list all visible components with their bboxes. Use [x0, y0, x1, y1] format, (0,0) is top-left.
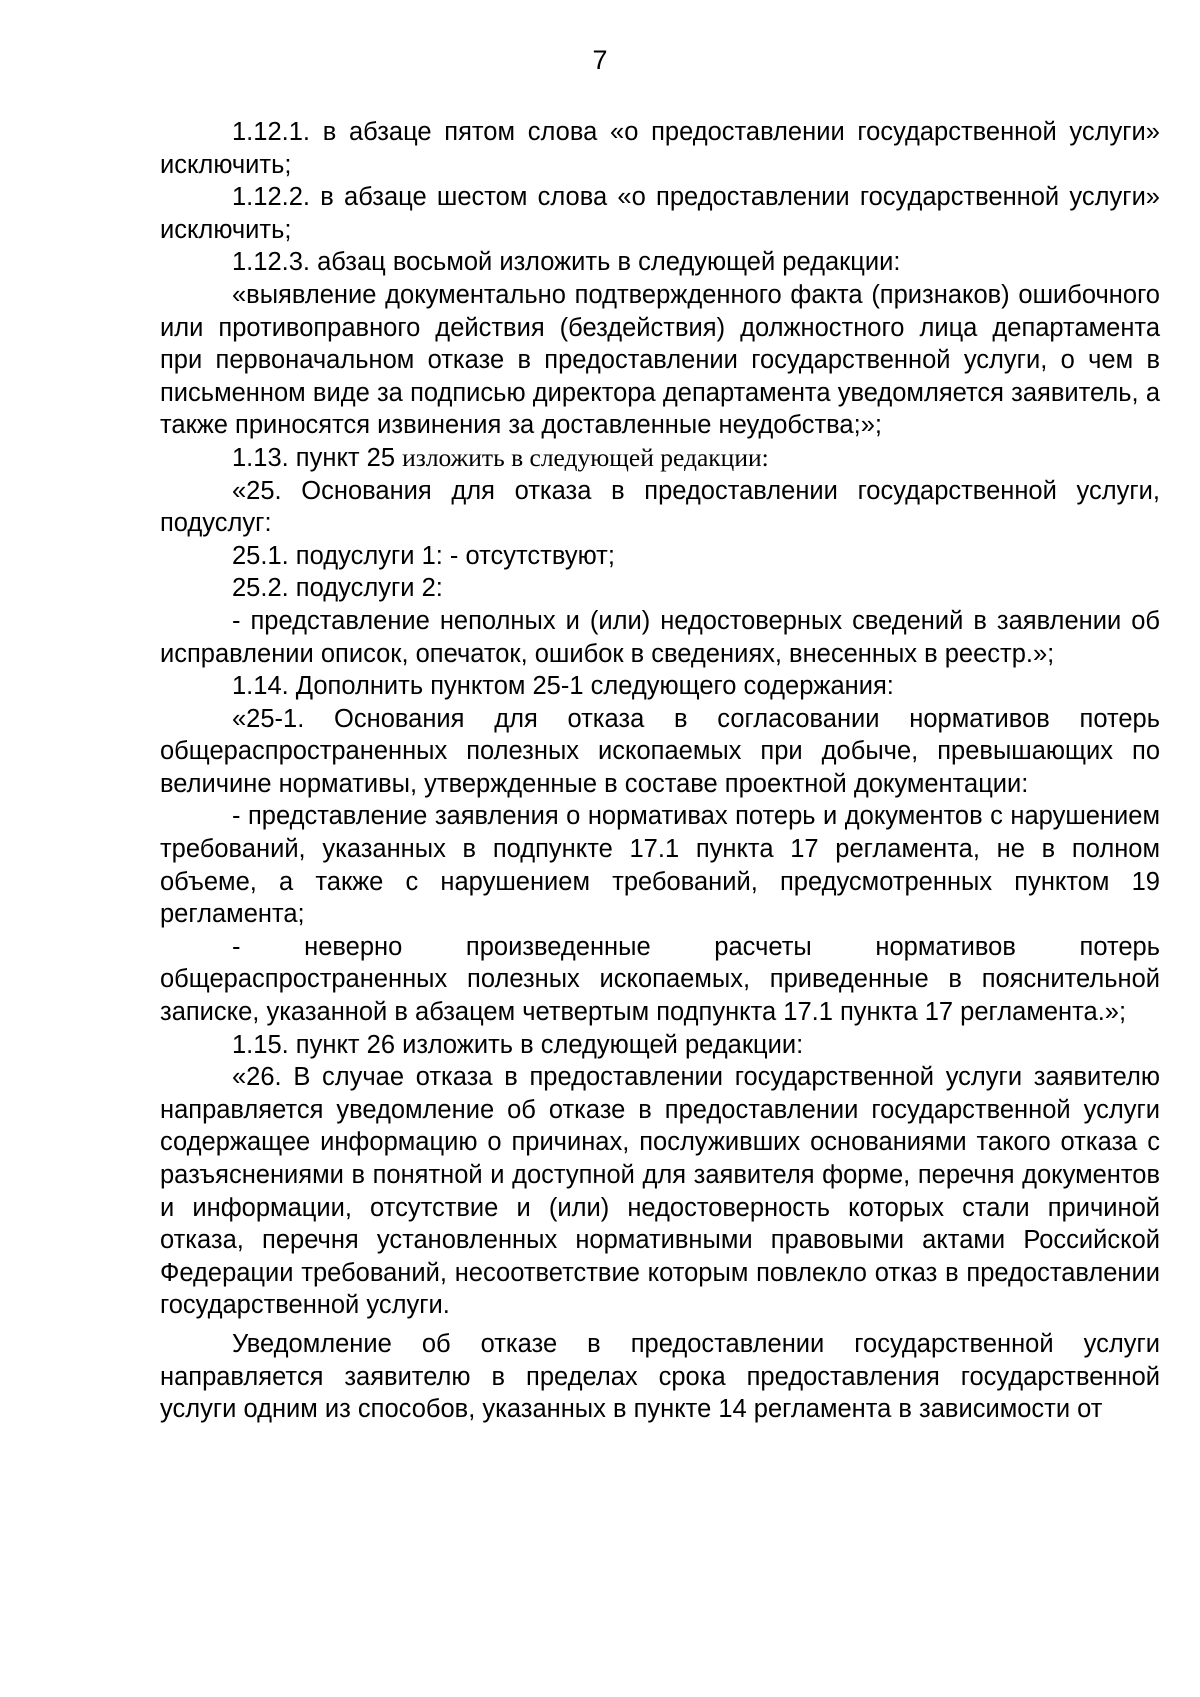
paragraph-1-13 — [160, 442, 1160, 475]
paragraph-quote-paragraph-eight: «выявление документально подтвержденного факта (признаков) ошибочного или противоправного действия (бездействия) должностного лица департамента при первоначальном отказе в предоставлении государственной услуги, о чем в письменном виде за подписью директора департамента уведомляется заявитель, а также приносятся извинения за доставленные неудобства;»; — [160, 280, 1160, 440]
paragraph-1-12-1: 1.12.1. в абзаце пятом слова «о предоставлении государственной услуги» исключить; — [160, 118, 1160, 179]
paragraph-1-15: 1.15. пункт 26 изложить в следующей редакции: — [232, 1030, 804, 1059]
paragraph-1-13-prefix: 1.13. пункт 25 — [232, 443, 403, 472]
paragraph-25-1-item-1: - представление заявления о нормативах потерь и документов с нарушением требований, указанных в подпункте 17.1 пункта 17 регламента, не в полном объеме, а также с нарушением требований, предусмотренных пунктом 19 регламента; — [160, 802, 1160, 929]
paragraph-1-12-2: 1.12.2. в абзаце шестом слова «о предоставлении государственной услуги» исключить; — [160, 183, 1160, 244]
paragraph-point-26: «26. В случае отказа в предоставлении государственной услуги заявителю направляется уведомление об отказе в предоставлении государственной услуги содержащее информацию о причинах, послуживших основаниями такого отказа с разъяснениями в понятной и доступной для заявителя форме, перечня документов и информации, отсутствие и (или) недостоверность которых стали причиной отказа, перечня установленных нормативными правовыми актами Российской Федерации требований, несоответствие которым повлекло отказ в предоставлении государственной услуги. — [160, 1063, 1160, 1320]
paragraph-25-2-item: - представление неполных и (или) недостоверных сведений в заявлении об исправлении описок, опечаток, ошибок в сведениях, внесенных в реестр.»; — [160, 606, 1160, 668]
paragraph-25-2: 25.2. подуслуги 2: — [232, 574, 443, 603]
document-body — [160, 116, 1160, 1426]
paragraph-1-12-3: 1.12.3. абзац восьмой изложить в следующей редакции: — [232, 248, 901, 277]
paragraph-25-1: 25.1. подуслуги 1: - отсутствуют; — [232, 541, 615, 570]
paragraph-1-14: 1.14. Дополнить пунктом 25-1 следующего содержания: — [232, 672, 894, 701]
paragraph-point-25-1: «25-1. Основания для отказа в согласовании нормативов потерь общераспространенных полезных ископаемых при добыче, превышающих по величине нормативы, утвержденные в составе проектной документации: — [160, 704, 1160, 798]
paragraph-notification: Уведомление об отказе в предоставлении государственной услуги направляется заявителю в пределах срока предоставления государственной услуги одним из способов, указанных в пункте 14 регламента в зависимости от — [160, 1329, 1160, 1424]
paragraph-point-25: «25. Основания для отказа в предоставлении государственной услуги, подуслуг: — [160, 476, 1160, 538]
paragraph-25-1-item-2: - неверно произведенные расчеты нормативов потерь общераспространенных полезных ископаемых, приведенные в пояснительной записке, указанной в абзацем четвертым подпункта 17.1 пункта 17 регламента.»; — [160, 932, 1160, 1027]
paragraph-1-13-suffix: изложить в следующей редакции: — [402, 442, 769, 472]
page-number: 7 — [592, 45, 608, 75]
